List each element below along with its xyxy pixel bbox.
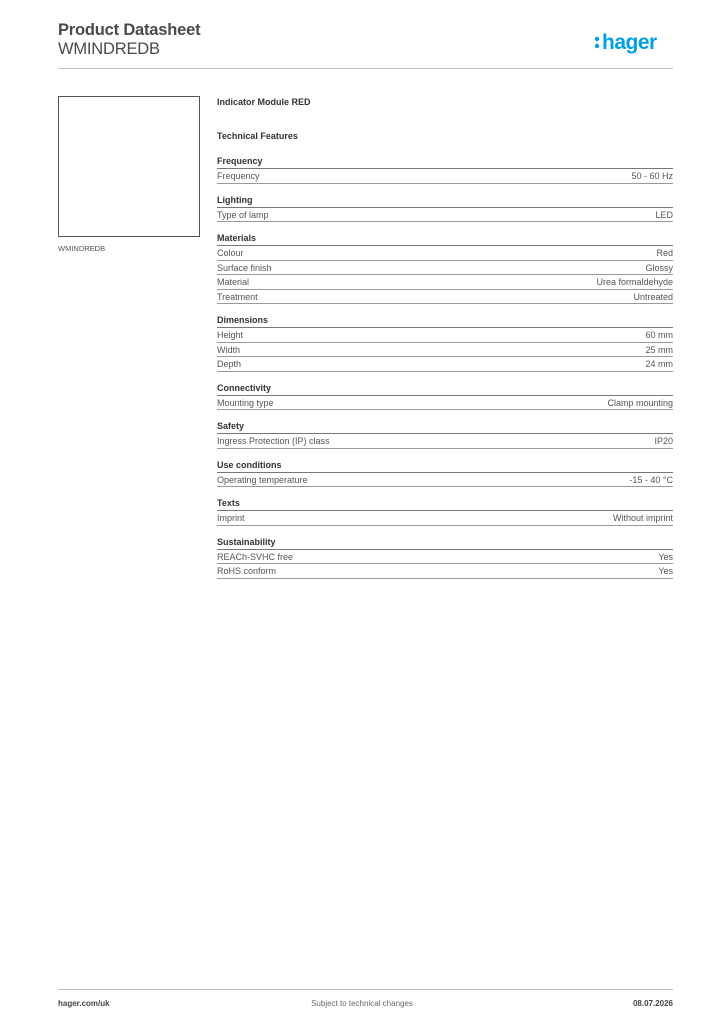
spec-value: Without imprint — [612, 513, 673, 523]
spec-value: 60 mm — [645, 330, 673, 340]
spec-section — [217, 314, 673, 372]
feature-sections — [217, 155, 673, 579]
spec-row — [217, 343, 673, 358]
page-header — [58, 21, 673, 69]
spec-section — [217, 536, 673, 579]
spec-value: Red — [656, 248, 673, 258]
spec-section — [217, 497, 673, 526]
image-caption: WMINDREDB — [58, 244, 106, 253]
spec-value: Glossy — [645, 262, 673, 273]
spec-value: IP20 — [654, 436, 673, 446]
svg-text:hager: hager — [602, 31, 657, 54]
spec-label: Material — [217, 277, 250, 287]
spec-row — [217, 261, 673, 276]
section-title: Frequency — [217, 155, 673, 169]
spec-section — [217, 382, 673, 411]
spec-label: Operating temperature — [217, 474, 308, 485]
spec-value: LED — [655, 209, 673, 220]
spec-row — [217, 275, 673, 290]
spec-row — [217, 396, 673, 411]
footer-date: 08.07.2026 — [632, 999, 673, 1008]
spec-value: Clamp mounting — [607, 397, 673, 408]
spec-label: Surface finish — [217, 262, 272, 273]
spec-label: Treatment — [217, 291, 258, 302]
spec-value: 50 - 60 Hz — [631, 171, 673, 181]
footer-divider — [58, 989, 673, 990]
spec-label: Type of lamp — [217, 209, 269, 220]
section-title: Safety — [217, 420, 673, 434]
spec-label: Colour — [217, 248, 244, 258]
section-title: Dimensions — [217, 314, 673, 328]
section-title: Sustainability — [217, 536, 673, 550]
spec-row — [217, 357, 673, 372]
spec-label: Frequency — [217, 171, 260, 181]
spec-label: REACh-SVHC free — [217, 551, 294, 562]
spec-row — [217, 564, 673, 579]
spec-row — [217, 290, 673, 305]
spec-row — [217, 328, 673, 343]
spec-value: -15 - 40 °C — [629, 474, 673, 485]
section-title: Use conditions — [217, 459, 673, 473]
document-title: Product Datasheet — [58, 21, 201, 39]
spec-value: 25 mm — [645, 344, 673, 355]
header-divider — [58, 68, 673, 69]
spec-value: Yes — [658, 551, 673, 562]
spec-label: Height — [217, 330, 244, 340]
spec-label: Ingress Protection (IP) class — [217, 436, 330, 446]
spec-section — [217, 232, 673, 304]
spec-row — [217, 511, 673, 526]
technical-features-title: Technical Features — [217, 131, 298, 141]
spec-section — [217, 420, 673, 449]
spec-row — [217, 169, 673, 184]
spec-section — [217, 155, 673, 184]
spec-value: Untreated — [633, 291, 673, 302]
datasheet-content — [217, 95, 673, 589]
spec-label: RoHS conform — [217, 566, 277, 576]
spec-section — [217, 459, 673, 488]
section-title: Texts — [217, 497, 673, 511]
footer-notice: Subject to technical changes — [311, 999, 413, 1008]
spec-row — [217, 550, 673, 565]
footer-website[interactable]: hager.com/uk — [58, 999, 110, 1008]
spec-label: Width — [217, 344, 241, 355]
section-title: Connectivity — [217, 382, 673, 396]
spec-label: Mounting type — [217, 397, 274, 408]
spec-label: Depth — [217, 359, 242, 369]
spec-value: Urea formaldehyde — [596, 277, 673, 287]
section-title: Lighting — [217, 194, 673, 208]
product-image-placeholder — [58, 96, 200, 237]
product-reference: WMINDREDB — [58, 40, 160, 58]
hager-logo — [593, 27, 673, 57]
spec-value: Yes — [658, 566, 673, 576]
spec-section — [217, 194, 673, 223]
spec-value: 24 mm — [645, 359, 673, 369]
section-title: Materials — [217, 232, 673, 246]
product-name: Indicator Module RED — [217, 97, 311, 107]
spec-label: Imprint — [217, 513, 245, 523]
spec-row — [217, 434, 673, 449]
spec-row — [217, 208, 673, 223]
spec-row — [217, 473, 673, 488]
spec-row — [217, 246, 673, 261]
